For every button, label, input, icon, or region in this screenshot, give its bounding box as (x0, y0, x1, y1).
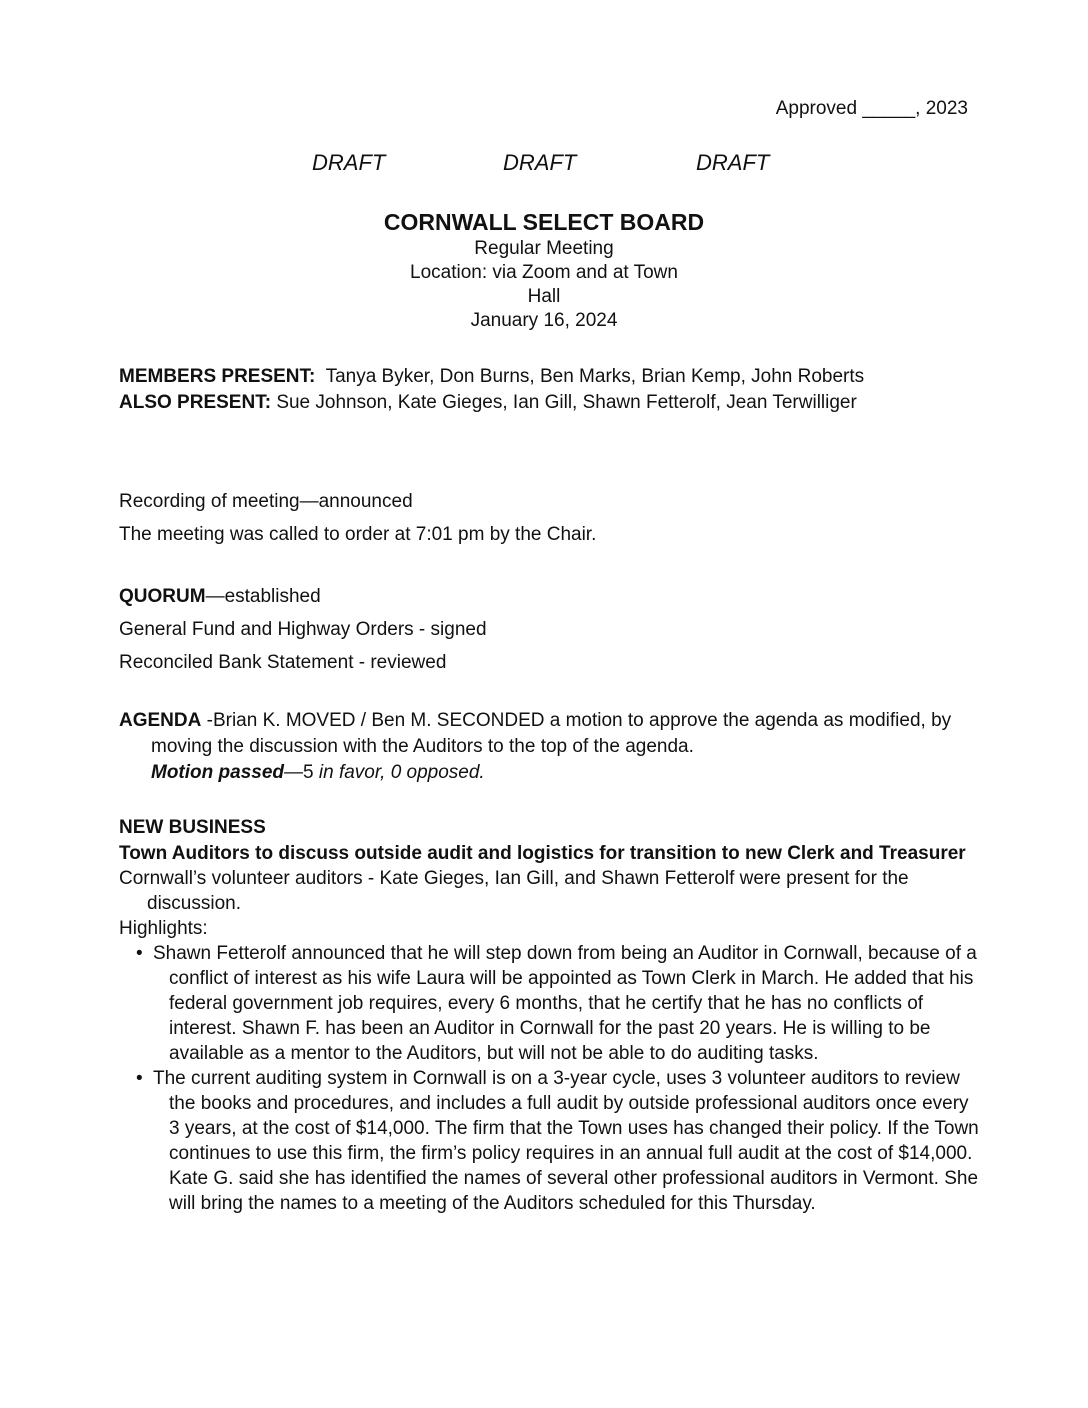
highlights-label: Highlights: (119, 918, 208, 939)
quorum-status: —established (205, 586, 321, 607)
orders-signed: General Fund and Highway Orders - signed (119, 619, 487, 640)
motion-vote: in favor, 0 opposed. (313, 762, 485, 783)
bullet-icon: • (136, 943, 143, 964)
agenda-motion (119, 708, 979, 786)
document-header (0, 207, 1088, 333)
quorum-line (119, 584, 979, 609)
draft-mark: DRAFT (312, 150, 386, 175)
opening-section (119, 489, 979, 547)
highlights-list (119, 941, 979, 1216)
members-present (119, 364, 939, 389)
also-present (119, 390, 939, 415)
document-title: CORNWALL SELECT BOARD (383, 209, 705, 235)
members-present-label: MEMBERS PRESENT: (119, 366, 316, 387)
draft-mark: DRAFT (503, 150, 577, 175)
call-to-order: The meeting was called to order at 7:01 pm by the Chair. (119, 524, 597, 545)
also-present-names: Sue Johnson, Kate Gieges, Ian Gill, Shawn Fetterolf, Jean Terwilliger (276, 392, 857, 413)
meeting-location-line1: Location: via Zoom and at Town (410, 262, 678, 283)
highlight-text: Shawn Fetterolf announced that he will step down from being an Auditor in Cornwall, because of a conflict of interest as his wife Laura will be appointed as Town Clerk in March. He added that his federal government job requires, every 6 months, that he certify that he has no conflicts of interest. Shawn F. has been an Auditor in Cornwall for the past 20 years. He is willing to be available as a mentor to the Auditors, but will not be able to do auditing tasks. (153, 943, 977, 1064)
members-present-names: Tanya Byker, Don Burns, Ben Marks, Brian Kemp, John Roberts (325, 366, 865, 387)
draft-mark: DRAFT (696, 150, 770, 175)
also-present-label: ALSO PRESENT: (119, 392, 272, 413)
bullet-icon: • (136, 1068, 143, 1089)
bank-statement: Reconciled Bank Statement - reviewed (119, 652, 447, 673)
motion-passed-label: Motion passed (151, 762, 285, 783)
auditors-intro: Cornwall’s volunteer auditors - Kate Gieges, Ian Gill, and Shawn Fetterolf were present for the discussion. (119, 868, 909, 914)
meeting-date: January 16, 2024 (470, 310, 618, 331)
agenda-topic: Town Auditors to discuss outside audit and logistics for transition to new Clerk and Treasurer (119, 843, 966, 864)
new-business-heading: NEW BUSINESS (119, 817, 266, 838)
list-item (119, 941, 979, 1066)
quorum-section (119, 584, 979, 675)
draft-watermarks (0, 150, 1088, 180)
agenda-section (119, 708, 979, 786)
agenda-text: -Brian K. MOVED / Ben M. SECONDED a motion to approve the agenda as modified, by moving the discussion with the Auditors to the top of the agenda. (151, 710, 952, 757)
highlight-text: The current auditing system in Cornwall is on a 3-year cycle, uses 3 volunteer auditors to review the books and procedures, and includes a full audit by outside professional auditors once every 3 years, at the cost of $14,000. The firm that the Town uses has changed their policy. If the Town continues to use this firm, the firm’s policy requires in an annual full audit at the cost of $14,000. Kate G. said she has identified the names of several other professional auditors in Vermont. She will bring the names to a meeting of the Auditors scheduled for this Thursday. (153, 1068, 979, 1214)
quorum-label: QUORUM (119, 586, 206, 607)
attendance-section (119, 364, 939, 415)
recording-announcement: Recording of meeting—announced (119, 491, 413, 512)
meeting-location-line2: Hall (527, 286, 561, 307)
motion-result (151, 760, 979, 786)
motion-dash: —5 (284, 762, 314, 783)
list-item (119, 1066, 979, 1216)
new-business-section (119, 815, 979, 1216)
approval-date-line: Approved _____, 2023 (775, 98, 968, 119)
meeting-type: Regular Meeting (474, 238, 614, 259)
agenda-label: AGENDA (119, 710, 202, 731)
